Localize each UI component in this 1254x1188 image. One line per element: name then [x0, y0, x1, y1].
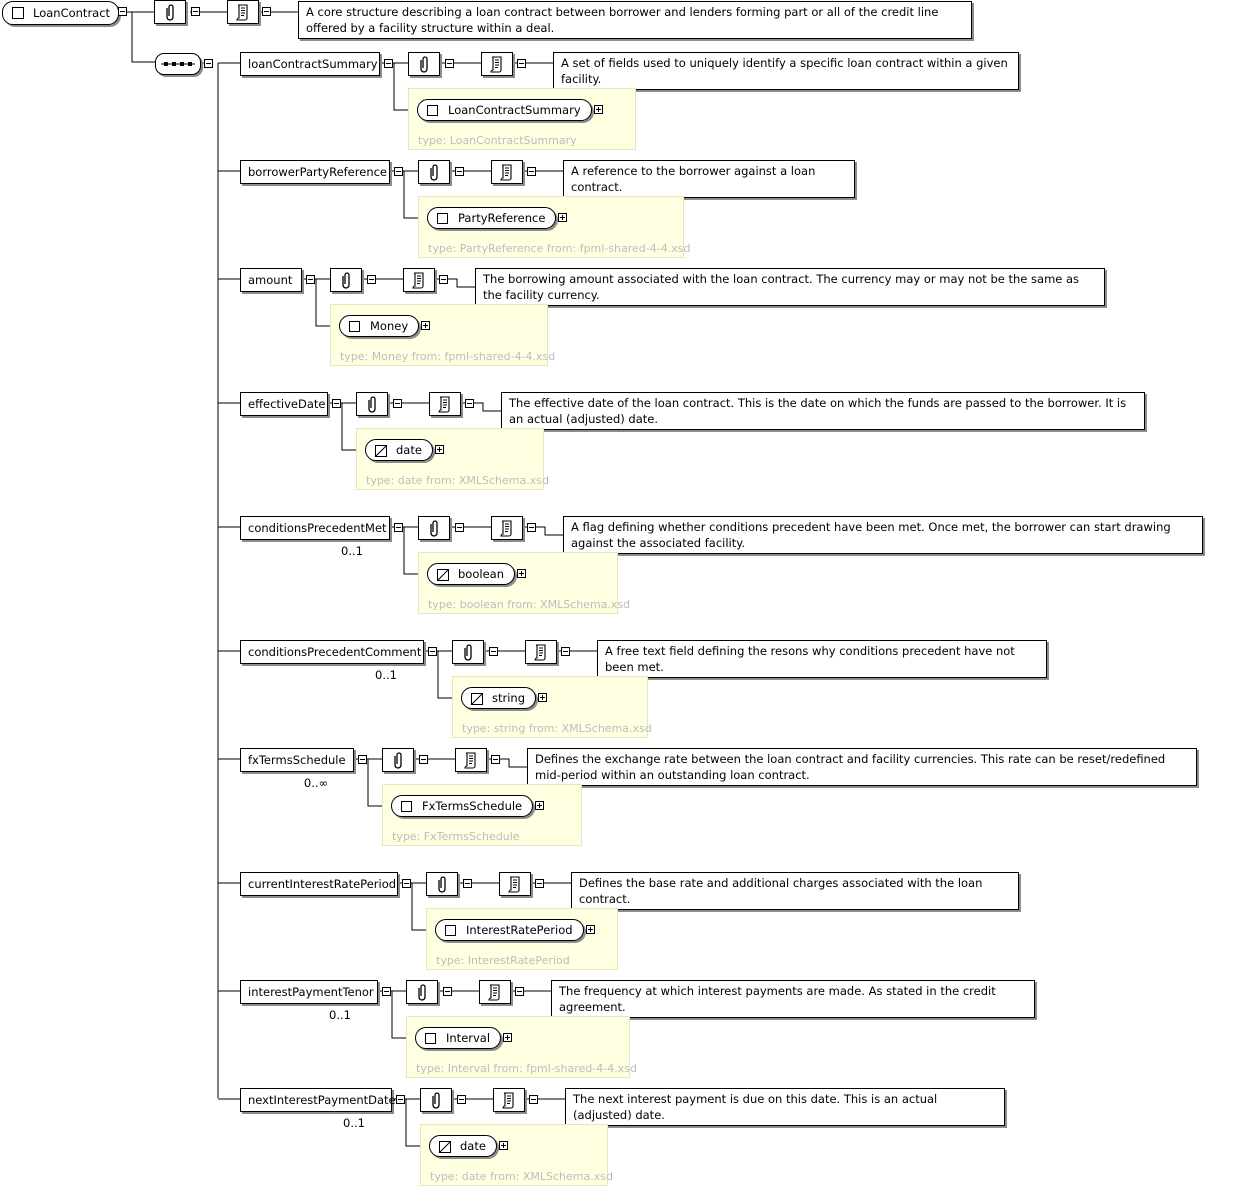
element-name: effectiveDate	[248, 397, 326, 411]
element-currentInterestRatePeriod[interactable]	[240, 872, 398, 896]
paperclip-icon	[339, 271, 353, 289]
paperclip-icon	[435, 875, 449, 893]
collapse-toggle[interactable]	[445, 59, 454, 68]
collapse-toggle[interactable]	[491, 755, 500, 764]
collapse-toggle[interactable]	[489, 647, 498, 656]
collapse-toggle[interactable]	[394, 523, 403, 532]
collapse-toggle[interactable]	[191, 7, 200, 16]
element-fxTermsSchedule[interactable]	[240, 748, 354, 772]
annotation-icon-box[interactable]	[330, 268, 362, 292]
documentation-text: A set of fields used to uniquely identify a specific loan contract within a given facility.	[553, 52, 1019, 90]
annotation-icon-box[interactable]	[406, 980, 438, 1004]
root-element-name: LoanContract	[33, 6, 111, 20]
expand-toggle[interactable]	[586, 925, 595, 934]
cardinality-label: 0..1	[341, 544, 363, 558]
documentation-icon-box[interactable]	[525, 640, 557, 664]
documentation-text: The effective date of the loan contract. This is the date on which the funds are passed to the borrower. It is an actual (adjusted) date.	[501, 392, 1145, 430]
documentation-icon-box[interactable]	[455, 748, 487, 772]
collapse-toggle[interactable]	[457, 1095, 466, 1104]
type-reference[interactable]	[365, 439, 433, 461]
type-name: PartyReference	[458, 211, 546, 225]
complex-type-icon	[349, 321, 360, 332]
annotation-icon-box[interactable]	[356, 392, 388, 416]
complex-type-icon	[401, 801, 412, 812]
complex-type-icon	[12, 7, 24, 19]
collapse-toggle[interactable]	[535, 879, 544, 888]
simple-type-icon	[471, 693, 483, 705]
cardinality-label: 0..1	[329, 1008, 351, 1022]
type-label: type: boolean from: XMLSchema.xsd	[428, 598, 631, 611]
documentation-icon-box[interactable]	[491, 516, 523, 540]
type-label: type: date from: XMLSchema.xsd	[430, 1170, 613, 1183]
type-name: string	[492, 691, 526, 705]
connector-line	[500, 759, 527, 767]
simple-type-icon	[375, 445, 387, 457]
element-loanContractSummary[interactable]	[240, 52, 380, 76]
collapse-toggle[interactable]	[394, 167, 403, 176]
type-name: date	[396, 443, 422, 457]
annotation-icon-box[interactable]	[382, 748, 414, 772]
element-name: borrowerPartyReference	[248, 165, 387, 179]
annotation-icon-box[interactable]	[408, 52, 440, 76]
type-panel	[452, 676, 652, 738]
element-name: conditionsPrecedentComment	[248, 645, 422, 659]
cardinality-label: 0..1	[375, 668, 397, 682]
element-name: interestPaymentTenor	[248, 985, 374, 999]
cardinality-label: 0..1	[343, 1116, 365, 1130]
type-label: type: Money from: fpml-shared-4-4.xsd	[340, 350, 556, 363]
element-effectiveDate[interactable]	[240, 392, 328, 416]
documentation-scroll-icon	[437, 395, 453, 413]
type-label: type: string from: XMLSchema.xsd	[462, 722, 652, 735]
root-documentation-text: A core structure describing a loan contract between borrower and lenders forming part or all of the credit line offered by a facility structure within a deal.	[306, 5, 939, 35]
type-name: Interval	[446, 1031, 491, 1045]
type-name: Money	[370, 319, 409, 333]
documentation-icon-box[interactable]	[227, 0, 259, 24]
paperclip-icon	[417, 55, 431, 73]
type-panel	[382, 784, 582, 846]
documentation-scroll-icon	[487, 983, 503, 1001]
documentation-scroll-icon	[235, 3, 251, 21]
expand-toggle[interactable]	[517, 569, 526, 578]
collapse-toggle[interactable]	[527, 167, 536, 176]
paperclip-icon	[429, 1091, 443, 1109]
type-name: FxTermsSchedule	[422, 799, 523, 813]
type-label: type: FxTermsSchedule	[392, 830, 520, 843]
connector-line	[448, 279, 475, 287]
sequence-compositor[interactable]	[155, 53, 201, 75]
paperclip-icon	[427, 163, 441, 181]
collapse-toggle[interactable]	[465, 399, 474, 408]
expand-toggle[interactable]	[421, 321, 430, 330]
expand-toggle[interactable]	[594, 105, 603, 114]
collapse-toggle[interactable]	[517, 59, 526, 68]
element-amount[interactable]	[240, 268, 302, 292]
documentation-scroll-icon	[499, 519, 515, 537]
element-name: conditionsPrecedentMet	[248, 521, 387, 535]
type-panel	[356, 428, 549, 490]
simple-type-icon	[439, 1141, 451, 1153]
documentation-text: A reference to the borrower against a loan contract.	[563, 160, 855, 198]
paperclip-icon	[415, 983, 429, 1001]
type-name: boolean	[458, 567, 504, 581]
expand-toggle[interactable]	[558, 213, 567, 222]
element-borrowerPartyReference[interactable]	[240, 160, 390, 184]
type-panel	[330, 304, 556, 366]
collapse-toggle[interactable]	[455, 523, 464, 532]
documentation-icon-box[interactable]	[499, 872, 531, 896]
type-panel	[418, 552, 631, 614]
complex-type-icon	[425, 1033, 436, 1044]
element-name: loanContractSummary	[248, 57, 378, 71]
complex-type-icon	[427, 105, 438, 116]
type-panel	[406, 1016, 637, 1078]
sequence-icon	[161, 61, 195, 67]
collapse-toggle[interactable]	[455, 167, 464, 176]
collapse-toggle[interactable]	[367, 275, 376, 284]
type-reference[interactable]	[435, 919, 584, 941]
expand-toggle[interactable]	[503, 1033, 512, 1042]
annotation-icon-box[interactable]	[154, 0, 186, 24]
paperclip-icon	[461, 643, 475, 661]
documentation-icon-box[interactable]	[491, 160, 523, 184]
root-element[interactable]	[2, 1, 119, 25]
complex-type-icon	[445, 925, 456, 936]
type-reference[interactable]	[427, 207, 556, 229]
documentation-icon-box[interactable]	[479, 980, 511, 1004]
type-label: type: Interval from: fpml-shared-4-4.xsd	[416, 1062, 637, 1075]
type-reference[interactable]	[427, 563, 515, 585]
collapse-toggle[interactable]	[204, 59, 213, 68]
collapse-toggle[interactable]	[529, 1095, 538, 1104]
paperclip-icon	[391, 751, 405, 769]
type-panel	[420, 1124, 613, 1186]
type-label: type: LoanContractSummary	[418, 134, 577, 147]
connector-line	[474, 403, 501, 411]
paperclip-icon	[163, 3, 177, 21]
collapse-toggle[interactable]	[262, 7, 271, 16]
documentation-icon-box[interactable]	[481, 52, 513, 76]
connector-line	[132, 52, 155, 62]
documentation-text: Defines the exchange rate between the loan contract and facility currencies. This rate can be reset/redefined mid-period within an outstanding loan contract.	[527, 748, 1197, 786]
type-reference[interactable]	[415, 1027, 501, 1049]
element-nextInterestPaymentDate[interactable]	[240, 1088, 396, 1112]
root-documentation	[298, 1, 972, 39]
simple-type-icon	[437, 569, 449, 581]
documentation-scroll-icon	[499, 163, 515, 181]
annotation-icon-box[interactable]	[418, 516, 450, 540]
element-name: fxTermsSchedule	[248, 753, 346, 767]
collapse-toggle[interactable]	[382, 987, 391, 996]
type-label: type: date from: XMLSchema.xsd	[366, 474, 549, 487]
documentation-scroll-icon	[489, 55, 505, 73]
element-interestPaymentTenor[interactable]	[240, 980, 378, 1004]
documentation-text: Defines the base rate and additional charges associated with the loan contract.	[571, 872, 1019, 910]
annotation-icon-box[interactable]	[452, 640, 484, 664]
documentation-scroll-icon	[533, 643, 549, 661]
collapse-toggle[interactable]	[463, 879, 472, 888]
type-label: type: PartyReference from: fpml-shared-4-4.xsd	[428, 242, 691, 255]
element-name: currentInterestRatePeriod	[248, 877, 397, 891]
documentation-scroll-icon	[411, 271, 427, 289]
type-panel	[418, 196, 691, 258]
collapse-toggle[interactable]	[306, 275, 315, 284]
annotation-icon-box[interactable]	[420, 1088, 452, 1112]
type-name: date	[460, 1139, 486, 1153]
collapse-toggle[interactable]	[439, 275, 448, 284]
collapse-toggle[interactable]	[419, 755, 428, 764]
expand-toggle[interactable]	[435, 445, 444, 454]
collapse-toggle[interactable]	[515, 987, 524, 996]
element-conditionsPrecedentComment[interactable]	[240, 640, 424, 664]
expand-toggle[interactable]	[535, 801, 544, 810]
documentation-icon-box[interactable]	[403, 268, 435, 292]
documentation-text: A flag defining whether conditions precedent have been met. Once met, the borrower can start drawing against the associated facility.	[563, 516, 1203, 554]
connector-line	[536, 527, 563, 535]
documentation-text: A free text field defining the resons why conditions precedent have not been met.	[597, 640, 1047, 678]
complex-type-icon	[437, 213, 448, 224]
documentation-scroll-icon	[507, 875, 523, 893]
paperclip-icon	[427, 519, 441, 537]
type-label: type: InterestRatePeriod	[436, 954, 570, 967]
documentation-icon-box[interactable]	[429, 392, 461, 416]
expand-toggle[interactable]	[499, 1141, 508, 1150]
documentation-text: The borrowing amount associated with the loan contract. The currency may or may not be the same as the facility currency.	[475, 268, 1105, 306]
collapse-toggle[interactable]	[332, 399, 341, 408]
documentation-text: The frequency at which interest payments are made. As stated in the credit agreement.	[551, 980, 1035, 1018]
documentation-text: The next interest payment is due on this date. This is an actual (adjusted) date.	[565, 1088, 1005, 1126]
type-reference[interactable]	[417, 99, 592, 121]
element-name: amount	[248, 273, 293, 287]
collapse-toggle[interactable]	[118, 7, 127, 16]
cardinality-label: 0..∞	[303, 776, 329, 790]
documentation-scroll-icon	[463, 751, 479, 769]
annotation-icon-box[interactable]	[426, 872, 458, 896]
type-reference[interactable]	[461, 687, 536, 709]
collapse-toggle[interactable]	[358, 755, 367, 764]
type-reference[interactable]	[339, 315, 419, 337]
documentation-icon-box[interactable]	[493, 1088, 525, 1112]
type-reference[interactable]	[391, 795, 533, 817]
element-name: nextInterestPaymentDate	[248, 1093, 396, 1107]
documentation-scroll-icon	[501, 1091, 517, 1109]
collapse-toggle[interactable]	[428, 647, 437, 656]
type-name: InterestRatePeriod	[466, 923, 573, 937]
collapse-toggle[interactable]	[527, 523, 536, 532]
collapse-toggle[interactable]	[561, 647, 570, 656]
element-conditionsPrecedentMet[interactable]	[240, 516, 390, 540]
collapse-toggle[interactable]	[402, 879, 411, 888]
annotation-icon-box[interactable]	[418, 160, 450, 184]
type-panel	[426, 908, 618, 970]
paperclip-icon	[365, 395, 379, 413]
collapse-toggle[interactable]	[396, 1095, 405, 1104]
type-panel	[408, 88, 636, 150]
type-reference[interactable]	[429, 1135, 497, 1157]
collapse-toggle[interactable]	[384, 59, 393, 68]
collapse-toggle[interactable]	[393, 399, 402, 408]
type-name: LoanContractSummary	[448, 103, 581, 117]
expand-toggle[interactable]	[538, 693, 547, 702]
collapse-toggle[interactable]	[443, 987, 452, 996]
